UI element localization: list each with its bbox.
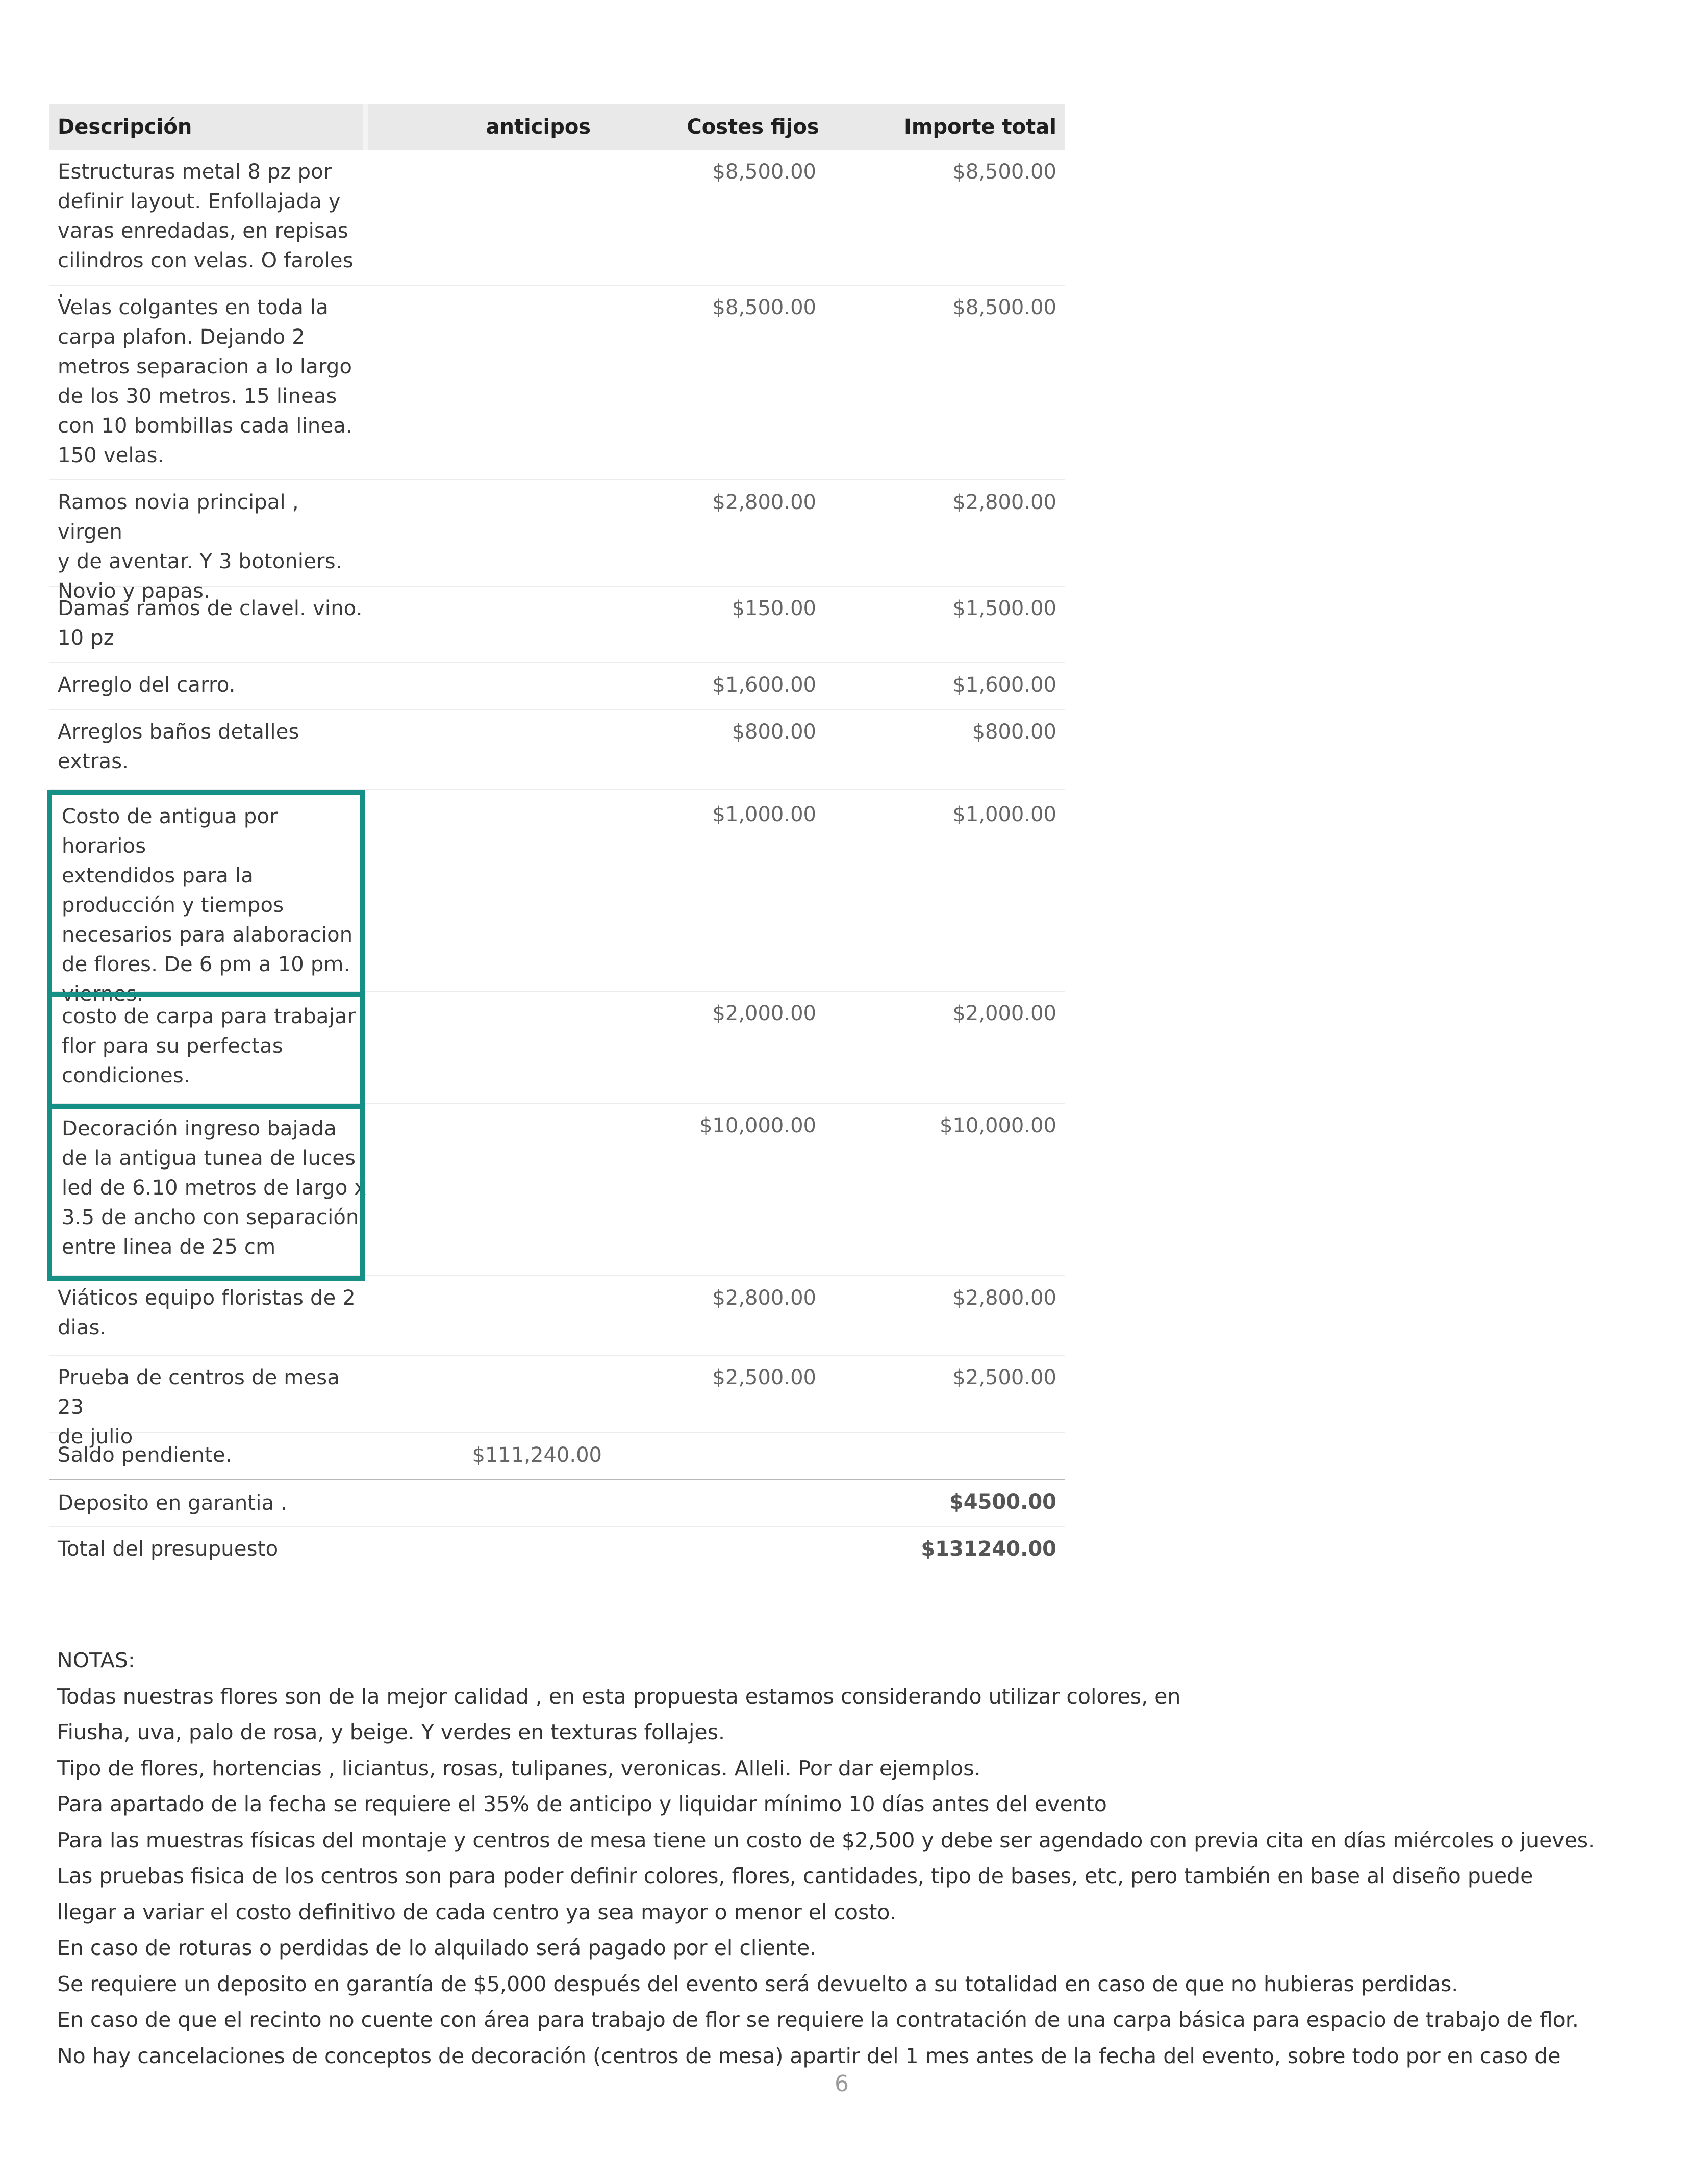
balance-label: Saldo pendiente. xyxy=(58,1443,232,1467)
note-line: Para las muestras físicas del montaje y centros de mesa tiene un costo de $2,500 y debe ser agendado con previa cita en días miércoles o jueves. xyxy=(57,1827,1595,1852)
row-total: $2,500.00 xyxy=(952,1366,1056,1389)
highlight-box xyxy=(47,790,365,997)
highlight-box xyxy=(47,1104,365,1281)
row-total: $10,000.00 xyxy=(939,1114,1056,1137)
notes-section xyxy=(57,1642,1595,2074)
table-row xyxy=(49,1276,1065,1356)
row-description: Costo de antigua por horarios extendidos para la producción y tiempos necesarios para alaboracion de flores. De 6 pm a 10 pm. viernes. xyxy=(62,805,353,1006)
row-fixed-cost: $150.00 xyxy=(732,597,816,620)
row-description: Velas colgantes en toda la carpa plafon. Dejando 2 metros separacion a lo largo de los 30 metros. 15 lineas con 10 bombillas cada linea. 150 velas. xyxy=(58,296,352,467)
table-row xyxy=(49,480,1065,603)
row-fixed-cost: $2,800.00 xyxy=(712,1286,816,1310)
budget-total-row xyxy=(49,1527,1065,1574)
header-description: Descripción xyxy=(49,115,363,139)
row-description: Prueba de centros de mesa 23 de julio xyxy=(58,1366,340,1449)
note-line: Para apartado de la fecha se requiere el 35% de anticipo y liquidar mínimo 10 días antes del evento xyxy=(57,1792,1107,1816)
row-description: Decoración ingreso bajada de la antigua tunea de luces led de 6.10 metros de largo x 3.5 de ancho con separación entre linea de 25 cm xyxy=(62,1117,367,1259)
note-line: Se requiere un deposito en garantía de $5,000 después del evento será devuelto a su totalidad en caso de que no hubieras perdidas. xyxy=(57,1971,1458,1996)
row-description: costo de carpa para trabajar flor para su perfectas condiciones. xyxy=(62,1005,356,1087)
row-total: $2,800.00 xyxy=(952,491,1056,514)
row-description: Viáticos equipo floristas de 2 dias. xyxy=(58,1286,356,1339)
header-fixed-costs: Costes fijos xyxy=(687,115,819,139)
budget-total-label: Total del presupuesto xyxy=(58,1537,279,1561)
deposit-label: Deposito en garantia . xyxy=(58,1491,288,1515)
row-description: Arreglos baños detalles extras. xyxy=(58,720,299,773)
note-line: Todas nuestras flores son de la mejor calidad , en esta propuesta estamos considerando utilizar colores, en xyxy=(57,1684,1181,1709)
row-description: Ramos novia principal , virgen y de aventar. Y 3 botoniers. Novio y papas. xyxy=(58,491,342,603)
note-line: llegar a variar el costo definitivo de cada centro ya sea mayor o menor el costo. xyxy=(57,1899,896,1924)
deposit-row xyxy=(49,1480,1065,1527)
row-fixed-cost: $2,000.00 xyxy=(712,1002,816,1025)
deposit-total: $4500.00 xyxy=(949,1490,1056,1514)
row-fixed-cost: $2,500.00 xyxy=(712,1366,816,1389)
row-total: $8,500.00 xyxy=(952,296,1056,319)
row-total: $8,500.00 xyxy=(952,160,1056,184)
table-row xyxy=(49,587,1065,663)
page-number: 6 xyxy=(835,2071,849,2097)
row-total: $1,000.00 xyxy=(952,803,1056,826)
highlight-box xyxy=(47,992,365,1109)
note-line: No hay cancelaciones de conceptos de decoración (centros de mesa) apartir del 1 mes antes de la fecha del evento, sobre todo por en caso de xyxy=(57,2043,1561,2068)
balance-row xyxy=(49,1433,1065,1480)
row-total: $1,600.00 xyxy=(952,673,1056,697)
row-fixed-cost: $1,000.00 xyxy=(712,803,816,826)
note-line: En caso de roturas o perdidas de lo alquilado será pagado por el cliente. xyxy=(57,1936,817,1960)
row-fixed-cost: $8,500.00 xyxy=(712,160,816,184)
row-fixed-cost: $1,600.00 xyxy=(712,673,816,697)
row-description: Estructuras metal 8 pz por definir layout. Enfollajada y varas enredadas, en repisas cilindros con velas. O faroles . xyxy=(58,160,354,302)
budget-total-value: $131240.00 xyxy=(921,1537,1056,1561)
row-fixed-cost: $2,800.00 xyxy=(712,491,816,514)
table-row xyxy=(49,663,1065,710)
row-fixed-cost: $8,500.00 xyxy=(712,296,816,319)
table-row xyxy=(49,150,1065,302)
row-description: Arreglo del carro. xyxy=(58,673,236,697)
table-row xyxy=(49,1356,1065,1449)
note-line: Fiusha, uva, palo de rosa, y beige. Y verdes en texturas follajes. xyxy=(57,1720,725,1744)
note-line: En caso de que el recinto no cuente con área para trabajo de flor se requiere la contratación de una carpa básica para espacio de trabajo de flor. xyxy=(57,2008,1579,2032)
table-row xyxy=(49,710,1065,790)
row-total: $800.00 xyxy=(972,720,1056,744)
balance-advance: $111,240.00 xyxy=(472,1443,602,1467)
row-fixed-cost: $10,000.00 xyxy=(699,1114,816,1137)
note-line: Las pruebas fisica de los centros son para poder definir colores, flores, cantidades, tipo de bases, etc, pero también en base al diseño puede xyxy=(57,1864,1533,1888)
header-advances: anticipos xyxy=(486,115,591,139)
row-total: $2,000.00 xyxy=(952,1002,1056,1025)
row-total: $2,800.00 xyxy=(952,1286,1056,1310)
row-description: Damas ramos de clavel. vino. 10 pz xyxy=(58,597,363,650)
row-fixed-cost: $800.00 xyxy=(732,720,816,744)
note-line: Tipo de flores, hortencias , liciantus, rosas, tulipanes, veronicas. Alleli. Por dar ejemplos. xyxy=(57,1756,981,1781)
row-total: $1,500.00 xyxy=(952,597,1056,620)
header-total: Importe total xyxy=(903,115,1056,139)
table-row xyxy=(49,286,1065,480)
notes-title: NOTAS: xyxy=(57,1648,135,1672)
